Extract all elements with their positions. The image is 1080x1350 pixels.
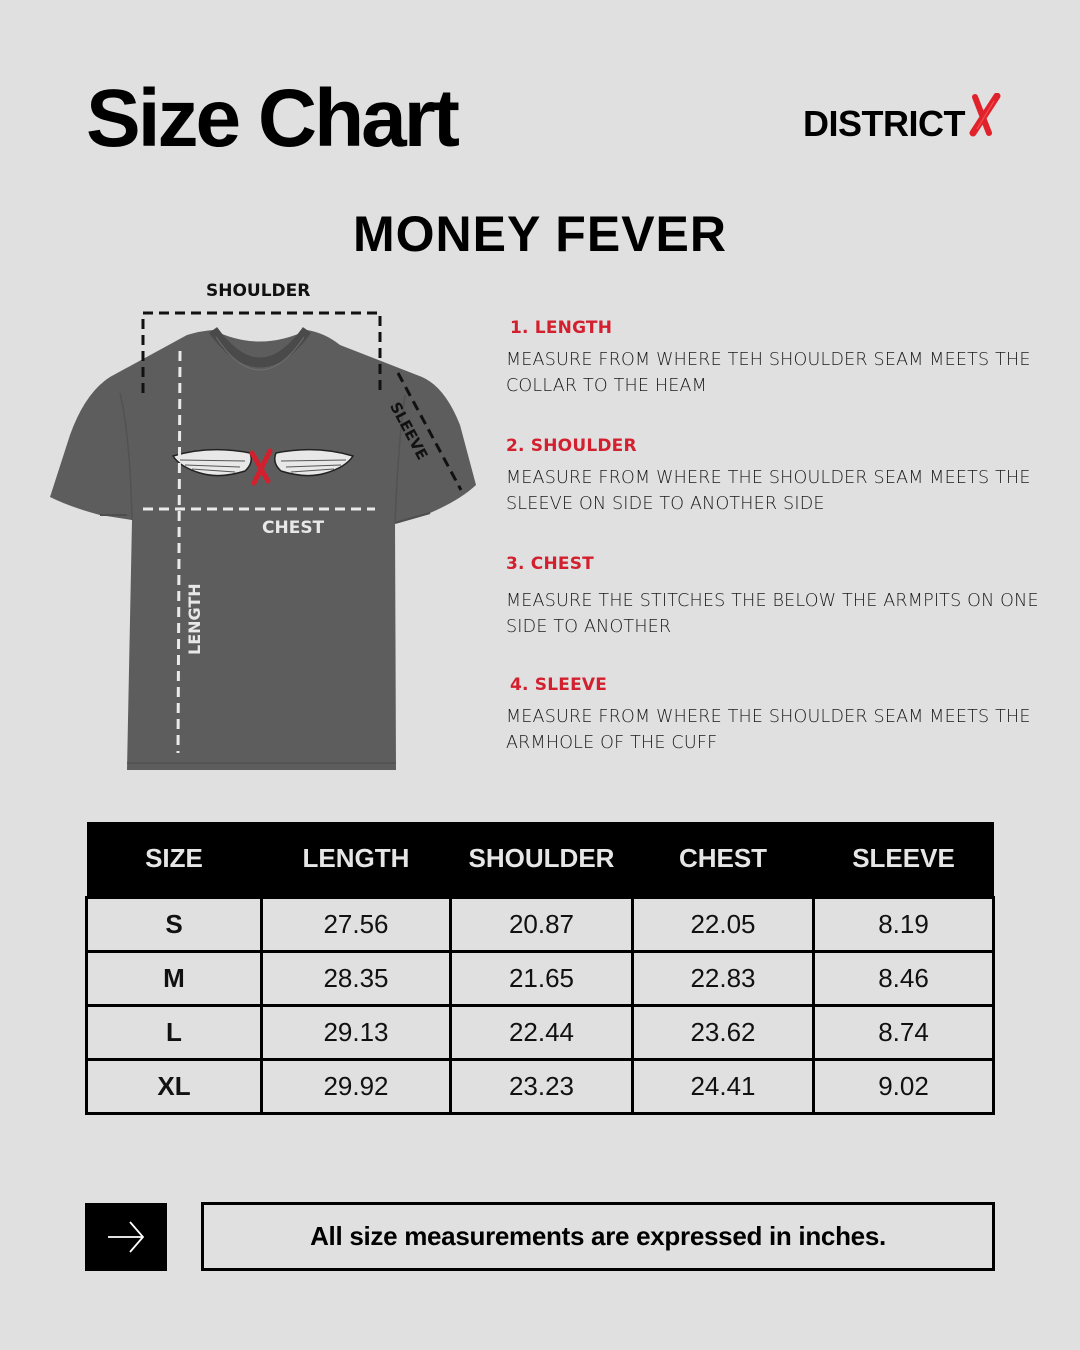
instruction-length [506,318,1051,399]
table-row [87,951,994,1005]
sleeve-cell: 8.46 [814,951,994,1005]
length-cell: 27.56 [262,897,451,951]
page-title: Size Chart [86,73,457,164]
header-length: LENGTH [262,822,451,897]
sleeve-cell: 9.02 [814,1059,994,1113]
instruction-chest [506,554,1051,640]
header-size: SIZE [87,822,262,897]
instruction-shoulder [506,436,1051,517]
chest-label: CHEST [262,518,325,538]
shoulder-cell: 21.65 [451,951,633,1005]
instruction-text: MEASURE THE STITCHES THE BELOW THE ARMPITS ON ONE SIDE TO ANOTHER [506,591,1039,637]
instruction-title: 4. SLEEVE [510,675,608,695]
table-row [87,897,994,951]
sleeve-cell: 8.74 [814,1005,994,1059]
size-cell: L [87,1005,262,1059]
size-cell: S [87,897,262,951]
brand-logo [803,98,1001,142]
header-shoulder: SHOULDER [451,822,633,897]
instruction-text: MEASURE FROM WHERE TEH SHOULDER SEAM MEETS THE COLLAR TO THE HEAM [506,350,1031,396]
size-cell: XL [87,1059,262,1113]
instruction-sleeve [506,675,1051,756]
table-header-row [87,822,994,897]
size-table [85,822,995,1115]
table-row [87,1005,994,1059]
header-sleeve: SLEEVE [814,822,994,897]
shoulder-cell: 20.87 [451,897,633,951]
sleeve-cell: 8.19 [814,897,994,951]
shoulder-cell: 22.44 [451,1005,633,1059]
sleeve-label: SLEEVE [386,399,432,463]
length-cell: 28.35 [262,951,451,1005]
chest-cell: 24.41 [633,1059,814,1113]
brand-x-mark-icon [967,93,1001,142]
size-cell: M [87,951,262,1005]
shoulder-label: SHOULDER [206,281,311,301]
tshirt-diagram [40,275,490,785]
instruction-title: 1. LENGTH [510,318,613,338]
length-label: LENGTH [185,583,204,655]
shoulder-cell: 23.23 [451,1059,633,1113]
instruction-text: MEASURE FROM WHERE THE SHOULDER SEAM MEETS THE SLEEVE ON SIDE TO ANOTHER SIDE [506,468,1031,514]
instruction-text: MEASURE FROM WHERE THE SHOULDER SEAM MEETS THE ARMHOLE OF THE CUFF [506,707,1031,753]
instruction-title: 3. CHEST [506,554,594,574]
table-row [87,1059,994,1113]
arrow-right-icon [106,1219,146,1255]
header-chest: CHEST [633,822,814,897]
length-cell: 29.92 [262,1059,451,1113]
chest-cell: 22.05 [633,897,814,951]
brand-name: DISTRICT [803,103,965,144]
units-note: All size measurements are expressed in inches. [201,1202,995,1271]
next-arrow-button[interactable] [85,1203,167,1271]
chest-cell: 23.62 [633,1005,814,1059]
chest-cell: 22.83 [633,951,814,1005]
instruction-title: 2. SHOULDER [506,436,637,456]
length-cell: 29.13 [262,1005,451,1059]
product-name: MONEY FEVER [352,206,728,262]
